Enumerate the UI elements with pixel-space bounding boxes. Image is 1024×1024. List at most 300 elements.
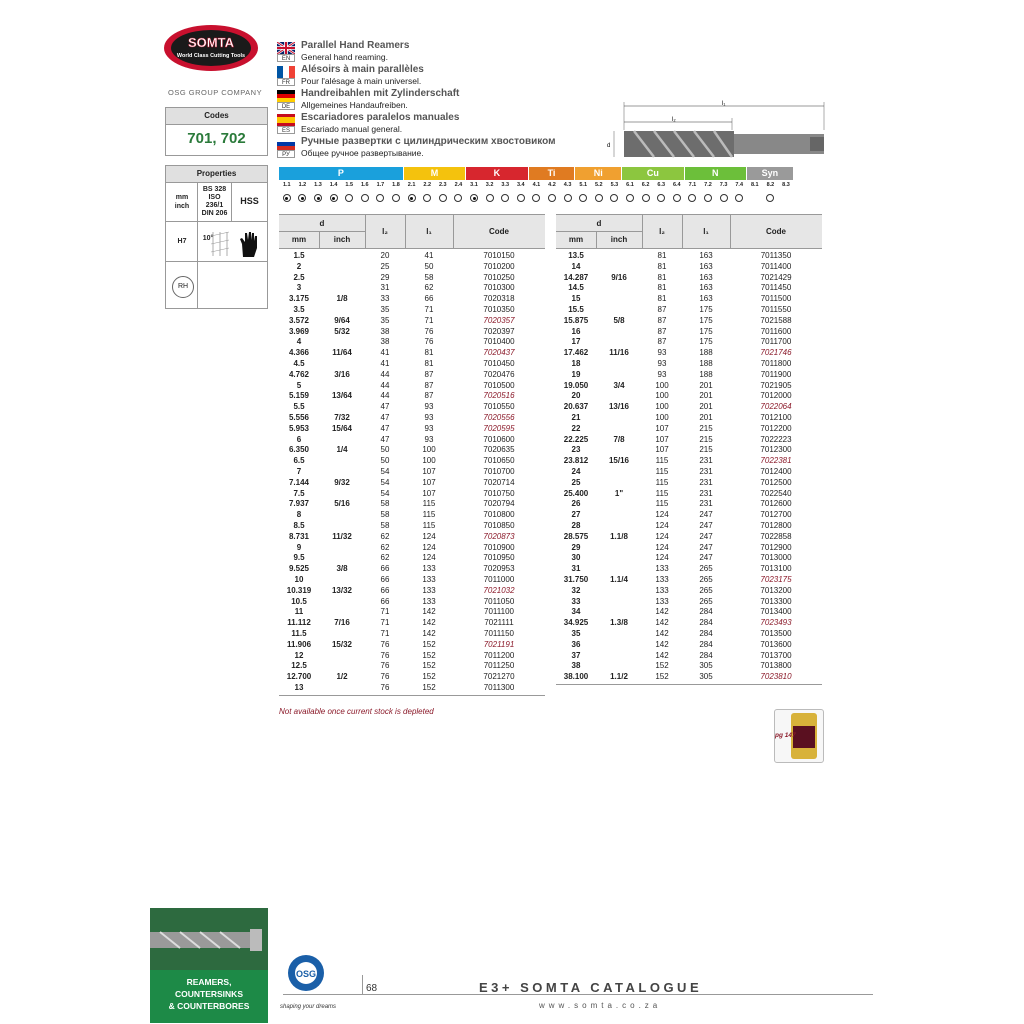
cell-mm: 38	[571, 661, 581, 671]
cell-l1: 231	[699, 499, 713, 509]
cell-mm: 32	[571, 585, 581, 595]
cell-code: 7010400	[483, 337, 515, 347]
cell-mm: 6	[296, 434, 302, 444]
cell-mm: 9	[296, 542, 302, 552]
cell-code: 7020873	[483, 531, 515, 541]
cell-code: 7021905	[760, 380, 792, 390]
cell-l1: 142	[422, 618, 436, 628]
material-subgroup: 1.1	[282, 182, 291, 188]
cell-mm: 28.575	[563, 531, 589, 541]
table-row	[279, 640, 545, 651]
material-subgroup: 1.2	[298, 182, 307, 188]
tolerance-h7: H7	[177, 238, 187, 245]
cell-mm: 6.5	[293, 456, 305, 466]
header-inch: inch	[333, 235, 351, 244]
cell-mm: 23	[571, 445, 581, 455]
cell-mm: 25.400	[563, 488, 589, 498]
cell-l2: 81	[657, 261, 667, 271]
cell-inch: 13/16	[608, 402, 630, 412]
table-row	[279, 262, 545, 273]
cell-l1: 107	[422, 477, 436, 487]
table-row	[279, 370, 545, 381]
header-d: d	[596, 219, 602, 228]
cell-code: 7012300	[760, 445, 792, 455]
cell-l2: 115	[655, 467, 669, 476]
cell-code: 7012100	[760, 413, 792, 422]
cell-l2: 87	[657, 326, 667, 336]
table-row	[556, 348, 822, 359]
language-title: Handreibahlen mit Zylinderschaft	[301, 88, 460, 99]
table-row	[556, 413, 822, 424]
material-p: P	[279, 167, 403, 180]
table-row	[556, 391, 822, 402]
unit-mm: mm	[175, 194, 189, 201]
cell-l1: 71	[424, 305, 434, 314]
material-ti: Ti	[529, 167, 575, 180]
suitability-dot-icon	[423, 194, 431, 202]
cell-mm: 6.350	[288, 445, 310, 455]
cell-l2: 41	[380, 359, 390, 368]
header-l1: l₁	[703, 227, 709, 236]
table-row	[556, 467, 822, 478]
cell-code: 7021270	[483, 672, 515, 682]
cell-code: 7011250	[483, 661, 515, 671]
cell-l2: 124	[655, 553, 669, 563]
cell-l2: 76	[380, 661, 390, 671]
cell-l2: 71	[380, 618, 390, 628]
cell-mm: 14	[571, 261, 581, 271]
cell-mm: 11.5	[291, 629, 307, 638]
cell-l2: 115	[655, 488, 669, 498]
cell-l1: 133	[422, 575, 436, 584]
cell-mm: 11.906	[286, 639, 312, 649]
cell-code: 7022223	[760, 434, 792, 444]
suitability-dot-icon	[735, 194, 743, 202]
cell-l1: 142	[422, 607, 436, 617]
table-row	[279, 618, 545, 629]
material-subgroup: 6.3	[657, 182, 666, 188]
svg-text:SOMTA: SOMTA	[188, 35, 234, 50]
language-title: Alésoirs à main parallèles	[301, 64, 424, 75]
material-subgroup: 6.1	[626, 182, 634, 188]
cell-mm: 14.5	[568, 283, 584, 293]
cell-mm: 9.5	[293, 553, 305, 563]
suitability-dot-icon	[642, 194, 650, 202]
suitability-dot-icon	[595, 194, 603, 202]
cell-mm: 28	[571, 521, 581, 530]
cell-code: 7010350	[483, 305, 515, 314]
cell-l1: 188	[699, 348, 713, 358]
table-row	[279, 456, 545, 467]
cell-l1: 107	[422, 467, 436, 476]
cell-mm: 9.525	[288, 564, 310, 574]
properties-box	[165, 165, 268, 309]
reamer-image	[150, 926, 268, 954]
cell-l1: 265	[699, 596, 713, 606]
table-row	[556, 445, 822, 456]
cell-inch: 9/16	[611, 272, 627, 282]
material-m: M	[404, 167, 465, 180]
material-subgroup: 1.7	[376, 182, 385, 188]
cell-l2: 81	[657, 283, 667, 293]
material-ni: Ni	[575, 167, 621, 180]
cell-l2: 152	[655, 672, 669, 682]
cell-code: 7021588	[760, 315, 792, 325]
cell-l2: 71	[380, 607, 390, 617]
table-row	[279, 402, 545, 413]
suitability-dot-icon	[517, 194, 525, 202]
table-row	[279, 359, 545, 370]
cell-inch: 11/64	[332, 348, 352, 358]
table-row	[279, 543, 545, 554]
cell-l2: 93	[657, 348, 667, 358]
cell-mm: 35	[571, 629, 581, 638]
cell-l1: 152	[422, 672, 436, 682]
rotation-rh-icon	[172, 276, 194, 298]
rotation-label: RH	[177, 283, 189, 290]
cell-l2: 124	[655, 521, 669, 530]
cell-l1: 215	[699, 445, 713, 455]
cell-code: 7013700	[760, 650, 792, 660]
cell-l2: 87	[657, 337, 667, 347]
table-row	[279, 327, 545, 338]
cell-code: 7020635	[483, 445, 515, 455]
material-subgroup: 8.2	[766, 182, 775, 188]
cell-l1: 100	[422, 456, 436, 466]
cell-l1: 215	[699, 434, 713, 444]
cell-inch: 9/64	[334, 315, 350, 325]
cell-mm: 15.875	[563, 315, 589, 325]
cell-code: 7010650	[483, 456, 515, 466]
table-row	[556, 251, 822, 262]
cell-inch: 5/8	[613, 315, 625, 325]
material-subgroup: 3.4	[516, 182, 525, 188]
cell-mm: 20	[571, 391, 581, 401]
cell-l2: 100	[655, 402, 669, 412]
cell-code: 7010500	[483, 380, 515, 390]
table-row	[556, 402, 822, 413]
header-l2: l₂	[382, 227, 388, 236]
table-row	[279, 629, 545, 640]
cell-l1: 163	[699, 251, 713, 260]
cell-mm: 3.969	[288, 326, 310, 336]
codes-box	[165, 107, 268, 156]
cell-inch: 1.3/8	[610, 618, 628, 628]
cell-mm: 4.762	[288, 369, 310, 379]
suitability-dot-icon	[626, 194, 634, 202]
table-row	[279, 683, 545, 694]
cell-mm: 5	[296, 380, 302, 390]
cell-code: 7011550	[760, 305, 792, 314]
cell-l2: 29	[380, 272, 390, 282]
suitability-dot-icon	[579, 194, 587, 202]
table-row	[556, 262, 822, 273]
cell-mm: 20.637	[563, 402, 589, 412]
material-suitability-bar	[279, 167, 823, 207]
catalogue-title: E3+ SOMTA CATALOGUE	[479, 980, 703, 995]
cell-code: 7011200	[483, 650, 515, 660]
table-row	[556, 294, 822, 305]
cell-l1: 247	[699, 542, 713, 552]
material-subgroup: 2.2	[423, 182, 432, 188]
website-link[interactable]: www.somta.co.za	[539, 1001, 662, 1010]
material-subgroup: 1.8	[392, 182, 400, 188]
cell-l1: 231	[699, 456, 713, 466]
cell-mm: 11.112	[287, 618, 311, 628]
standard-label: BS 328 ISO 236/1 DIN 206	[201, 186, 228, 217]
cell-mm: 29	[571, 542, 581, 552]
cell-l1: 175	[699, 326, 713, 336]
cell-code: 7010800	[483, 510, 515, 520]
cell-l2: 66	[380, 585, 390, 595]
svg-text:l₂: l₂	[672, 117, 676, 123]
cell-l2: 133	[655, 564, 669, 574]
cell-code: 7013300	[760, 596, 792, 606]
cell-l2: 50	[380, 445, 390, 455]
language-subtitle: Allgemeines Handaufreiben.	[301, 100, 408, 110]
material-subgroup: 3.2	[485, 182, 494, 188]
cell-l1: 175	[699, 315, 713, 325]
cell-l2: 38	[380, 326, 390, 336]
cell-mm: 26	[571, 499, 581, 509]
flag-ru-icon	[277, 137, 295, 149]
material-cu: Cu	[622, 167, 683, 180]
suitability-dot-icon	[361, 194, 369, 202]
cell-mm: 38.100	[563, 672, 589, 682]
suitability-dot-icon	[688, 194, 696, 202]
table-row	[556, 553, 822, 564]
cell-l2: 133	[655, 575, 669, 584]
cell-code: 7011500	[760, 294, 792, 304]
cell-l1: 201	[699, 402, 713, 412]
cell-mm: 19	[571, 369, 581, 379]
material-subgroup: 4.2	[548, 182, 556, 188]
table-row	[279, 273, 545, 284]
table-row	[279, 478, 545, 489]
cell-l1: 107	[422, 488, 436, 498]
cell-mm: 7	[296, 467, 302, 476]
table-row	[556, 359, 822, 370]
cell-code: 7012900	[760, 542, 792, 552]
header-mm: mm	[291, 235, 307, 244]
cell-code: 7012700	[760, 510, 792, 520]
page-reference-thumbnail[interactable]	[774, 709, 824, 763]
table-row	[279, 586, 545, 597]
material-subgroup: 2.3	[438, 182, 447, 188]
cell-l1: 93	[424, 413, 434, 422]
cell-mm: 33	[571, 596, 581, 606]
cell-l1: 175	[699, 305, 713, 314]
cell-code: 7022064	[760, 402, 792, 412]
stock-note: Not available once current stock is depleted	[279, 707, 434, 716]
cell-code: 7010750	[483, 488, 515, 498]
suitability-dot-icon	[454, 194, 462, 202]
svg-text:l₁: l₁	[722, 101, 726, 107]
table-row	[556, 327, 822, 338]
cell-mm: 7.5	[293, 488, 305, 498]
cell-code: 7020556	[483, 413, 515, 422]
cell-l2: 62	[380, 553, 390, 563]
cell-code: 7011450	[760, 283, 792, 293]
cell-l1: 133	[422, 596, 436, 606]
flag-fr-icon	[277, 65, 295, 77]
suitability-dot-icon	[532, 194, 540, 202]
cell-l2: 142	[655, 607, 669, 617]
cell-code: 7012600	[760, 499, 792, 509]
table-row	[556, 381, 822, 392]
cell-mm: 4.366	[288, 348, 310, 358]
cell-mm: 12.5	[291, 661, 307, 671]
material-subgroup: 1.5	[345, 182, 354, 188]
cell-l1: 115	[422, 499, 436, 509]
header-code: Code	[489, 227, 509, 236]
cell-inch: 7/8	[613, 434, 625, 444]
cell-l2: 115	[655, 499, 669, 509]
cell-l1: 100	[422, 445, 436, 455]
language-title: Ручные развертки с цилиндрическим хвостовиком	[301, 136, 556, 147]
table-row	[279, 413, 545, 424]
svg-text:World Class Cutting Tools: World Class Cutting Tools	[176, 53, 246, 59]
group-company-label: OSG GROUP COMPANY	[168, 88, 263, 97]
cell-l2: 47	[380, 434, 390, 444]
cell-mm: 24	[571, 467, 581, 476]
table-row	[279, 283, 545, 294]
cell-code: 7023175	[760, 575, 792, 584]
cell-l2: 142	[655, 629, 669, 638]
table-row	[279, 251, 545, 262]
cell-mm: 23.812	[563, 456, 589, 466]
cell-l2: 87	[657, 305, 667, 314]
spiral-flute-icon	[210, 230, 232, 258]
cell-l1: 58	[424, 272, 434, 282]
cell-l2: 41	[380, 348, 390, 358]
cell-inch: 13/64	[331, 391, 353, 401]
cell-l2: 76	[380, 639, 390, 649]
cell-mm: 5.159	[288, 391, 310, 401]
cell-code: 7013400	[760, 607, 792, 617]
cell-l2: 107	[655, 445, 669, 455]
material-hss: HSS	[240, 196, 259, 206]
cell-l2: 142	[655, 639, 669, 649]
language-subtitle: Общее ручное развертывание.	[301, 148, 424, 158]
material-subgroup: 8.3	[782, 182, 790, 188]
reamer-drawing	[604, 100, 828, 160]
cell-code: 7013800	[760, 661, 792, 671]
cell-l1: 87	[424, 369, 434, 379]
page-number: 68	[366, 983, 378, 994]
cell-l2: 62	[380, 531, 390, 541]
material-subgroup: 8.1	[750, 182, 759, 188]
cell-l1: 215	[699, 423, 713, 433]
cell-l2: 20	[380, 251, 390, 260]
table-row	[279, 294, 545, 305]
cell-l1: 231	[699, 488, 713, 498]
cell-code: 7020357	[483, 315, 515, 325]
cell-inch: 7/32	[334, 413, 350, 422]
material-subgroup: 7.1	[688, 182, 697, 188]
table-row	[279, 651, 545, 662]
cell-mm: 15	[571, 294, 581, 304]
cell-mm: 1.5	[293, 251, 305, 260]
table-row	[556, 456, 822, 467]
cell-l2: 100	[655, 380, 669, 390]
cell-mm: 8.5	[293, 521, 305, 530]
cell-l1: 76	[424, 326, 434, 336]
cell-l2: 76	[380, 650, 390, 660]
cell-code: 7010450	[483, 359, 515, 368]
cell-code: 7010700	[483, 467, 515, 476]
table-row	[556, 489, 822, 500]
cell-l1: 265	[699, 585, 713, 595]
table-row	[279, 337, 545, 348]
cell-mm: 5.953	[288, 423, 310, 433]
header-code: Code	[766, 227, 786, 236]
flag-uk-icon	[277, 41, 295, 53]
cell-code: 7012800	[760, 521, 792, 530]
cell-code: 7020953	[483, 564, 515, 574]
cell-inch: 13/32	[331, 585, 353, 595]
cell-l2: 107	[655, 434, 669, 444]
cell-code: 7020437	[483, 348, 515, 358]
cell-l2: 124	[655, 510, 669, 520]
cell-mm: 31.750	[563, 575, 589, 584]
cell-l2: 115	[655, 456, 669, 466]
cell-inch: 11/16	[609, 348, 629, 358]
suitability-dot-icon	[657, 194, 665, 202]
cell-l2: 54	[380, 488, 390, 498]
cell-mm: 10.5	[291, 596, 307, 606]
language-subtitle: General hand reaming.	[301, 52, 388, 62]
cell-code: 7020476	[483, 369, 515, 379]
table-row	[279, 316, 545, 327]
suitability-dot-icon	[439, 194, 447, 202]
cell-code: 7010600	[483, 434, 515, 444]
table-row	[556, 273, 822, 284]
table-row	[279, 499, 545, 510]
material-subgroup: 7.4	[735, 182, 744, 188]
cell-code: 7012400	[760, 467, 792, 476]
cell-l1: 152	[422, 650, 436, 660]
material-k: K	[466, 167, 527, 180]
section-label: REAMERS, COUNTERSINKS & COUNTERBORES	[168, 977, 250, 1011]
cell-code: 7010850	[483, 521, 515, 530]
cell-code: 7013200	[760, 585, 792, 595]
cell-l1: 284	[699, 639, 713, 649]
cell-l1: 62	[424, 283, 434, 293]
cell-inch: 1.1/4	[610, 575, 628, 584]
cell-code: 7021111	[484, 618, 514, 628]
cell-code: 7011900	[760, 369, 792, 379]
cell-code: 7020714	[483, 477, 515, 487]
suitability-dot-icon	[720, 194, 728, 202]
cell-code: 7011000	[483, 575, 515, 584]
table-row	[556, 672, 822, 683]
table-row	[556, 316, 822, 327]
table-left-header	[279, 214, 545, 249]
material-subgroup: 4.1	[532, 182, 541, 188]
cell-l2: 133	[655, 596, 669, 606]
header-l2: l₂	[659, 227, 665, 236]
cell-l1: 87	[424, 380, 434, 390]
cell-l1: 284	[699, 629, 713, 638]
cell-l2: 44	[380, 369, 390, 379]
cell-l1: 247	[699, 521, 713, 530]
table-row	[279, 305, 545, 316]
suitability-dot-icon	[486, 194, 494, 202]
cell-l2: 35	[380, 305, 390, 314]
cell-l1: 152	[422, 683, 436, 692]
table-row	[556, 521, 822, 532]
